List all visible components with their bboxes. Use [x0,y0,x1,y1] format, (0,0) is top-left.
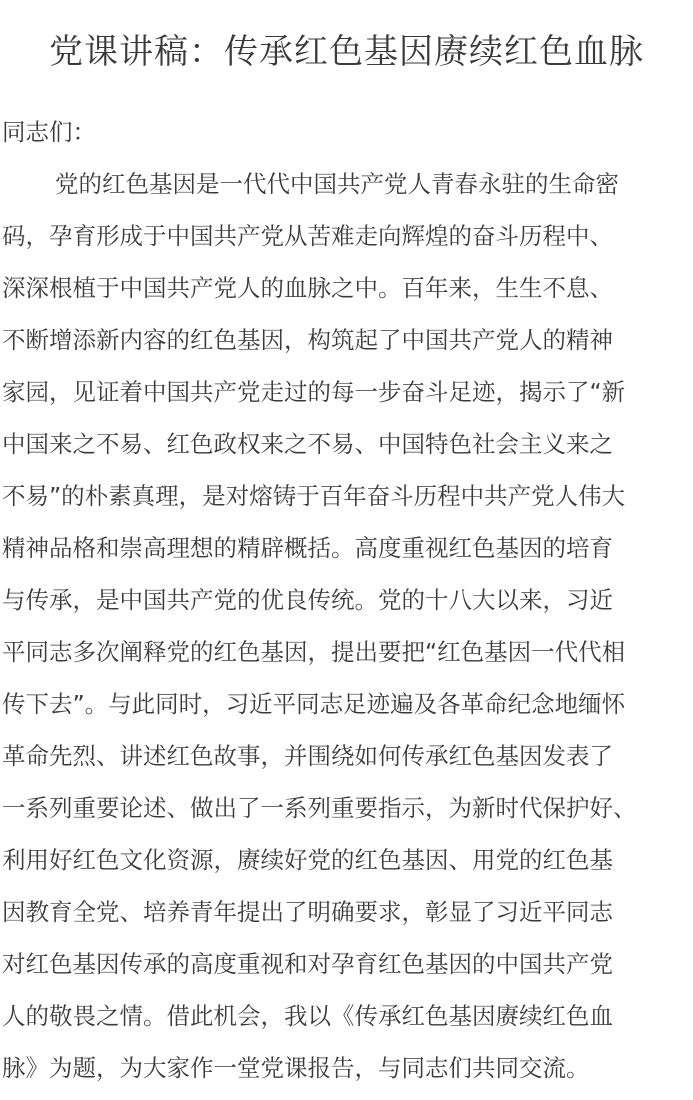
paragraph-line: 不易”的朴素真理，是对熔铸于百年奋斗历程中共产党人伟大 [2,482,626,510]
paragraph-line: 码，孕育形成于中国共产党从苦难走向辉煌的奋斗历程中、 [2,222,613,250]
salutation: 同志们： [2,118,96,146]
paragraph-line: 传下去”。与此同时，习近平同志足迹遍及各革命纪念地缅怀 [2,690,626,718]
paragraph-line: 一系列重要论述、做出了一系列重要指示，为新时代保护好、 [2,794,637,822]
paragraph-line: 深深根植于中国共产党人的血脉之中。百年来，生生不息、 [2,274,613,302]
paragraph-line: 利用好红色文化资源，赓续好党的红色基因、用党的红色基 [2,846,613,874]
paragraph-line: 家园，见证着中国共产党走过的每一步奋斗足迹，揭示了“新 [2,378,626,406]
paragraph-line: 对红色基因传承的高度重视和对孕育红色基因的中国共产党 [2,950,613,978]
paragraph-line: 与传承，是中国共产党的优良传统。党的十八大以来，习近 [2,586,613,614]
paragraph-line: 人的敬畏之情。借此机会，我以《传承红色基因赓续红色血 [2,1002,613,1030]
paragraph-line: 革命先烈、讲述红色故事，并围绕如何传承红色基因发表了 [2,742,613,770]
body-paragraph [2,164,691,1100]
paragraph-line: 中国来之不易、红色政权来之不易、中国特色社会主义来之 [2,430,613,458]
paragraph-line: 脉》为题，为大家作一堂党课报告，与同志们共同交流。 [2,1054,590,1082]
document-title: 党课讲稿：传承红色基因赓续红色血脉 [49,32,644,72]
paragraph-line: 党的红色基因是一代代中国共产党人青春永驻的生命密 [55,170,619,198]
paragraph-line: 因教育全党、培养青年提出了明确要求，彰显了习近平同志 [2,898,613,926]
paragraph-line: 精神品格和崇高理想的精辟概括。高度重视红色基因的培育 [2,534,613,562]
paragraph-line: 平同志多次阐释党的红色基因，提出要把“红色基因一代代相 [2,638,626,666]
paragraph-line: 不断增添新内容的红色基因，构筑起了中国共产党人的精神 [2,326,613,354]
